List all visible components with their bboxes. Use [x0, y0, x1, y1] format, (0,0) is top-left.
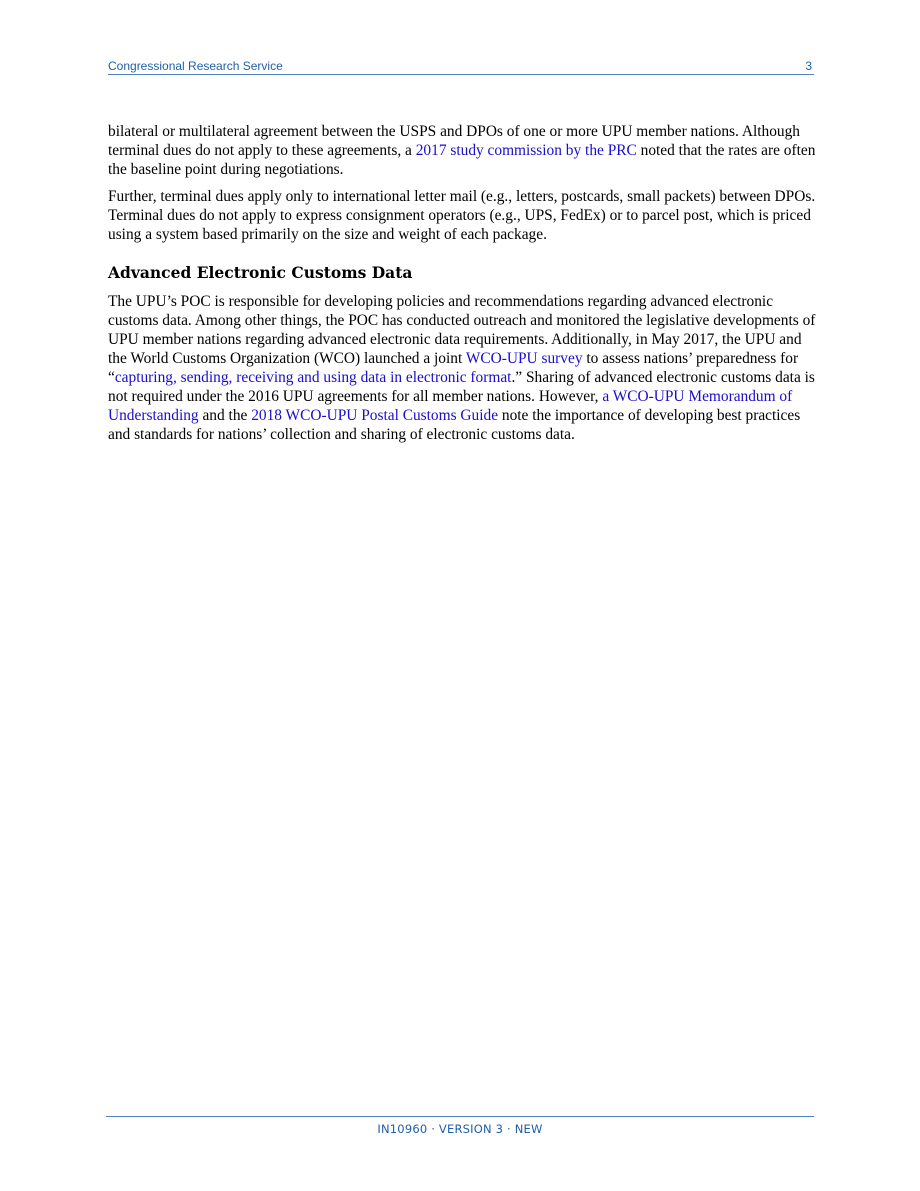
section-heading: Advanced Electronic Customs Data: [108, 263, 413, 282]
page-header: [108, 57, 814, 75]
link-wco-upu-survey[interactable]: WCO-UPU survey: [465, 350, 583, 367]
paragraph-customs-data: [108, 292, 816, 444]
paragraph-terminal-dues-agreements: [108, 122, 816, 179]
link-electronic-format[interactable]: capturing, sending, receiving and using data in electronic format: [114, 369, 512, 386]
page-number: 3: [805, 59, 812, 73]
link-memorandum[interactable]: a WCO-UPU Memorandum of Understanding: [108, 388, 793, 424]
document-id: IN10960 · VERSION 3 · NEW: [377, 1122, 543, 1136]
paragraph-text: bilateral or multilateral agreement between the USPS and DPOs of one or more UPU member nations. Although terminal dues do not apply to these agreements, a: [108, 123, 800, 159]
link-postal-customs-guide[interactable]: 2018 WCO-UPU Postal Customs Guide: [251, 407, 499, 424]
document-body: [108, 122, 816, 452]
paragraph-text: note the importance of developing best practices and standards for nations’ collection and sharing of electronic customs data.: [108, 407, 801, 443]
paragraph-text: The UPU’s POC is responsible for developing policies and recommendations regarding advanced electronic customs data. Among other things, the POC has conducted outreach and monitored the legislative developments of UPU member nations regarding advanced electronic data requirements. Additionally, in May 2017, the UPU and the World Customs Organization (WCO) launched a joint: [108, 293, 816, 367]
paragraph-text: .” Sharing of advanced electronic customs data is not required under the 2016 UPU agreements for all member nations. However,: [108, 369, 815, 405]
paragraph-text: to assess nations’ preparedness for “: [108, 350, 799, 386]
paragraph-text: and the: [198, 407, 252, 424]
link-prc-study[interactable]: 2017 study commission by the PRC: [415, 142, 637, 159]
publisher-name: Congressional Research Service: [108, 59, 283, 73]
paragraph-terminal-dues-scope: Further, terminal dues apply only to international letter mail (e.g., letters, postcards, small packets) between DPOs. Terminal dues do not apply to express consignment operators (e.g., UPS, FedEx) or to parcel post, which is priced using a system based primarily on the size and weight of each package.: [108, 188, 816, 243]
page-footer: [106, 1116, 814, 1138]
paragraph-text: noted that the rates are often the baseline point during negotiations.: [108, 142, 816, 178]
